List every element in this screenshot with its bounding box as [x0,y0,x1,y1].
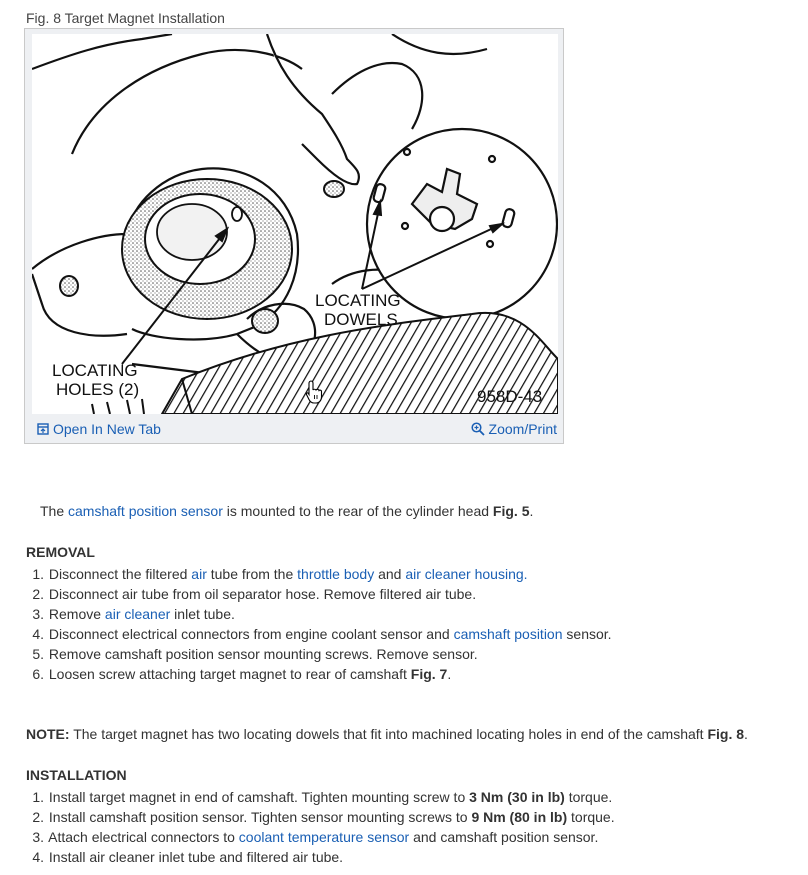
figure-caption: Fig. 8 Target Magnet Installation [26,10,225,26]
installation-steps [26,787,615,867]
camshaft-position-sensor-link[interactable]: camshaft position sensor [68,503,223,519]
label-figure-code: 958D-43 [477,387,543,406]
camshaft-position-link[interactable]: camshaft position [453,626,563,642]
open-in-new-tab-label: Open In New Tab [53,421,161,437]
label-locating-holes-2: HOLES (2) [56,380,140,399]
air-cleaner-housing-link[interactable]: air cleaner housing [405,566,524,582]
installation-step-2: 2. Install camshaft position sensor. Tighten sensor mounting screws to 9 Nm (80 in lb) torque. [32,809,615,825]
note-label: NOTE: [26,726,70,742]
fig7-reference: Fig. 7 [410,666,448,682]
open-tab-icon [37,423,49,435]
removal-step-4: 4. Disconnect electrical connectors from engine coolant sensor and camshaft position sensor. [32,626,612,642]
throttle-body-link[interactable]: throttle body [297,566,375,582]
coolant-temperature-sensor-link[interactable]: coolant temperature sensor [238,829,410,845]
zoom-print-label: Zoom/Print [488,421,557,437]
note-paragraph: NOTE: The target magnet has two locating dowels that fit into machined locating holes in end of the camshaft Fig. 8. [26,726,748,742]
label-locating-dowels-1: LOCATING [315,291,401,310]
removal-step-2: 2. Disconnect air tube from oil separator hose. Remove filtered air tube. [32,586,477,602]
installation-heading: INSTALLATION [26,767,127,783]
installation-step-1: 1. Install target magnet in end of camshaft. Tighten mounting screw to 3 Nm (30 in lb) torque. [32,789,613,805]
air-cleaner-link[interactable]: air cleaner [104,606,171,622]
removal-heading: REMOVAL [26,544,95,560]
zoom-print-link[interactable] [471,421,557,437]
label-locating-dowels-2: DOWELS [324,310,398,329]
air-link[interactable]: air [191,566,207,582]
installation-step-4: 4. Install air cleaner inlet tube and filtered air tube. [32,849,344,865]
fig8-reference: Fig. 8 [707,726,745,742]
removal-step-5: 5. Remove camshaft position sensor mounting screws. Remove sensor. [32,646,478,662]
hand-cursor-icon [305,380,323,404]
figure-toolbar [25,415,563,443]
open-in-new-tab-link[interactable] [37,421,161,437]
removal-steps [26,564,612,684]
target-magnet-diagram[interactable] [32,34,558,414]
removal-step-3: 3. Remove air cleaner inlet tube. [32,606,235,622]
label-locating-holes-1: LOCATING [52,361,138,380]
figure-container [24,28,564,444]
removal-step-1: 1. Disconnect the filtered air tube from the throttle body and air cleaner housing. [32,566,528,582]
removal-step-6: 6. Loosen screw attaching target magnet to rear of camshaft Fig. 7. [32,666,452,682]
installation-step-3: 3. Attach electrical connectors to coolant temperature sensor and camshaft position sensor. [32,829,599,845]
intro-paragraph: The camshaft position sensor is mounted to the rear of the cylinder head Fig. 5. [40,503,534,519]
fig5-reference: Fig. 5 [492,503,530,519]
zoom-icon [471,422,485,436]
